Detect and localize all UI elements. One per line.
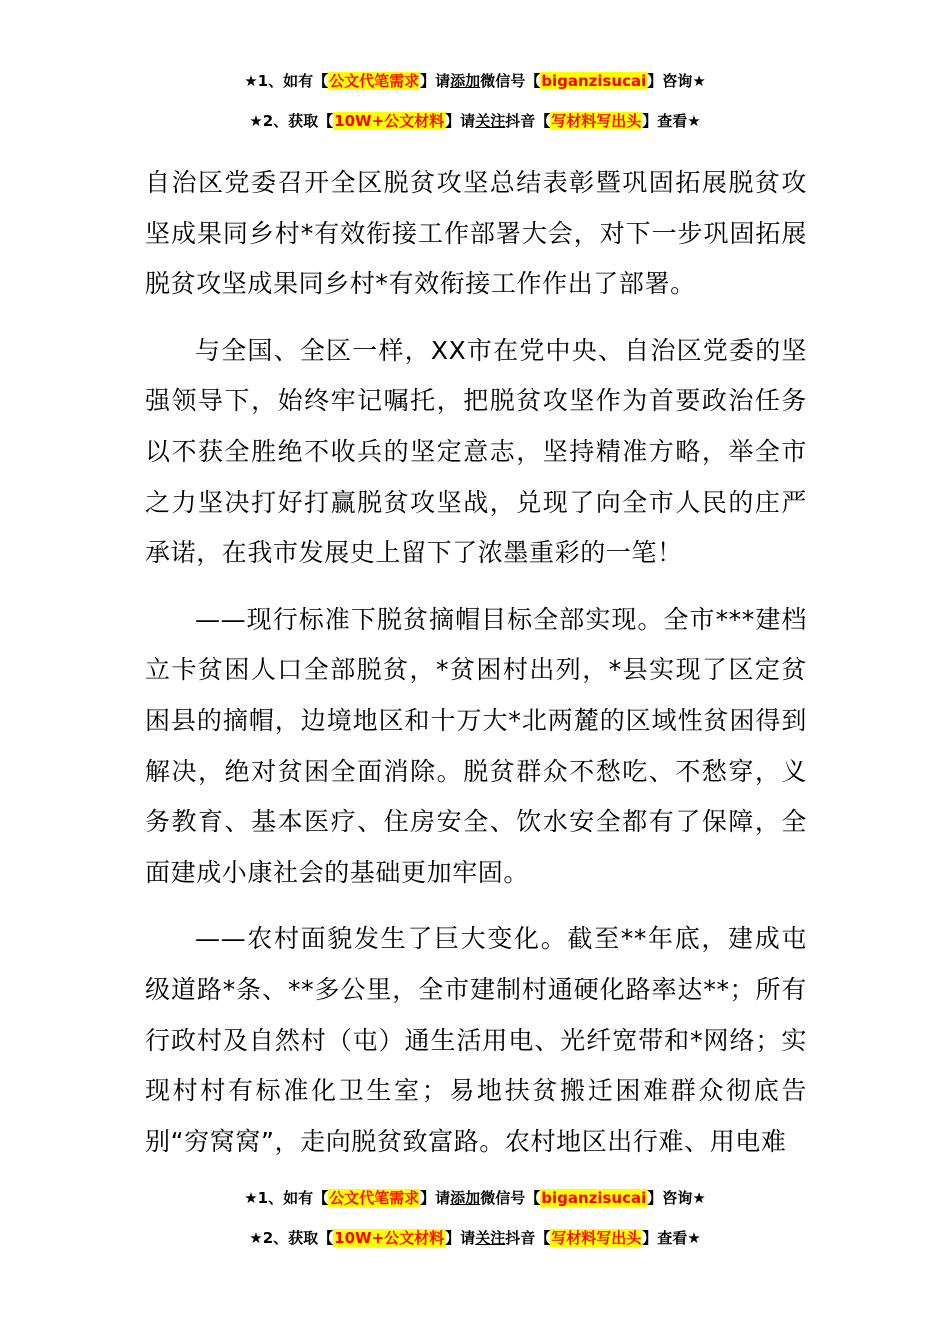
notice-line-2: ★2、获取【10W+公文材料】请关注抖音【写材料写出头】查看★ (249, 112, 701, 130)
notice-highlight: 公文代笔需求 (329, 1189, 420, 1207)
paragraph: 与全国、全区一样，XX市在党中央、自治区党委的坚强领导下，始终牢记嘱托，把脱贫攻坚作为首要政治任务以不获全胜绝不收兵的坚定意志，坚持精准方略，举全市之力坚决打好打赢脱贫攻坚战，兑现了向全市人民的庄严承诺，在我市发展史上留下了浓墨重彩的一笔！ (145, 335, 807, 568)
document-body (145, 158, 807, 1183)
star-icon: ★ (249, 112, 263, 130)
star-icon: ★ (692, 72, 706, 90)
notice-highlight: 10W+公文材料 (334, 1229, 445, 1247)
footer-notice (0, 1188, 950, 1248)
star-icon: ★ (687, 1229, 701, 1247)
star-icon: ★ (249, 1229, 263, 1247)
star-icon: ★ (244, 1189, 258, 1207)
notice-highlight: 10W+公文材料 (334, 112, 445, 130)
notice-underlined: 添加 (450, 1189, 481, 1207)
wechat-id: biganzisucai (541, 72, 647, 90)
douyin-account: 写材料写出头 (551, 1229, 642, 1247)
star-icon: ★ (244, 72, 258, 90)
wechat-id: biganzisucai (541, 1189, 647, 1207)
paragraph: ——现行标准下脱贫摘帽目标全部实现。全市***建档立卡贫困人口全部脱贫，*贫困村出列，*县实现了区定贫困县的摘帽，边境地区和十万大*北两麓的区域性贫困得到解决，绝对贫困全面消除。脱贫群众不愁吃、不愁穿，义务教育、基本医疗、住房安全、饮水安全都有了保障，全面建成小康社会的基础更加牢固。 (145, 604, 807, 887)
notice-line-2: ★2、获取【10W+公文材料】请关注抖音【写材料写出头】查看★ (249, 1229, 701, 1247)
notice-underlined: 关注 (475, 112, 506, 130)
douyin-account: 写材料写出头 (551, 112, 642, 130)
notice-underlined: 添加 (450, 72, 481, 90)
paragraph: ——农村面貌发生了巨大变化。截至**年底，建成屯级道路*条、**多公里，全市建制村通硬化路率达**；所有行政村及自然村（屯）通生活用电、光纤宽带和*网络；实现村村有标准化卫生室；易地扶贫搬迁困难群众彻底告别“穷窝窝”，走向脱贫致富路。农村地区出行难、用电难 (145, 924, 807, 1156)
star-icon: ★ (687, 112, 701, 130)
notice-line-1: ★1、如有【公文代笔需求】请添加微信号【biganzisucai】咨询★ (244, 1189, 706, 1207)
notice-underlined: 关注 (475, 1229, 506, 1247)
star-icon: ★ (692, 1189, 706, 1207)
notice-line-1: ★1、如有【公文代笔需求】请添加微信号【biganzisucai】咨询★ (244, 72, 706, 90)
notice-highlight: 公文代笔需求 (329, 72, 420, 90)
paragraph: 自治区党委召开全区脱贫攻坚总结表彰暨巩固拓展脱贫攻坚成果同乡村*有效衔接工作部署大会，对下一步巩固拓展脱贫攻坚成果同乡村*有效衔接工作作出了部署。 (145, 168, 807, 299)
header-notice (0, 71, 950, 131)
